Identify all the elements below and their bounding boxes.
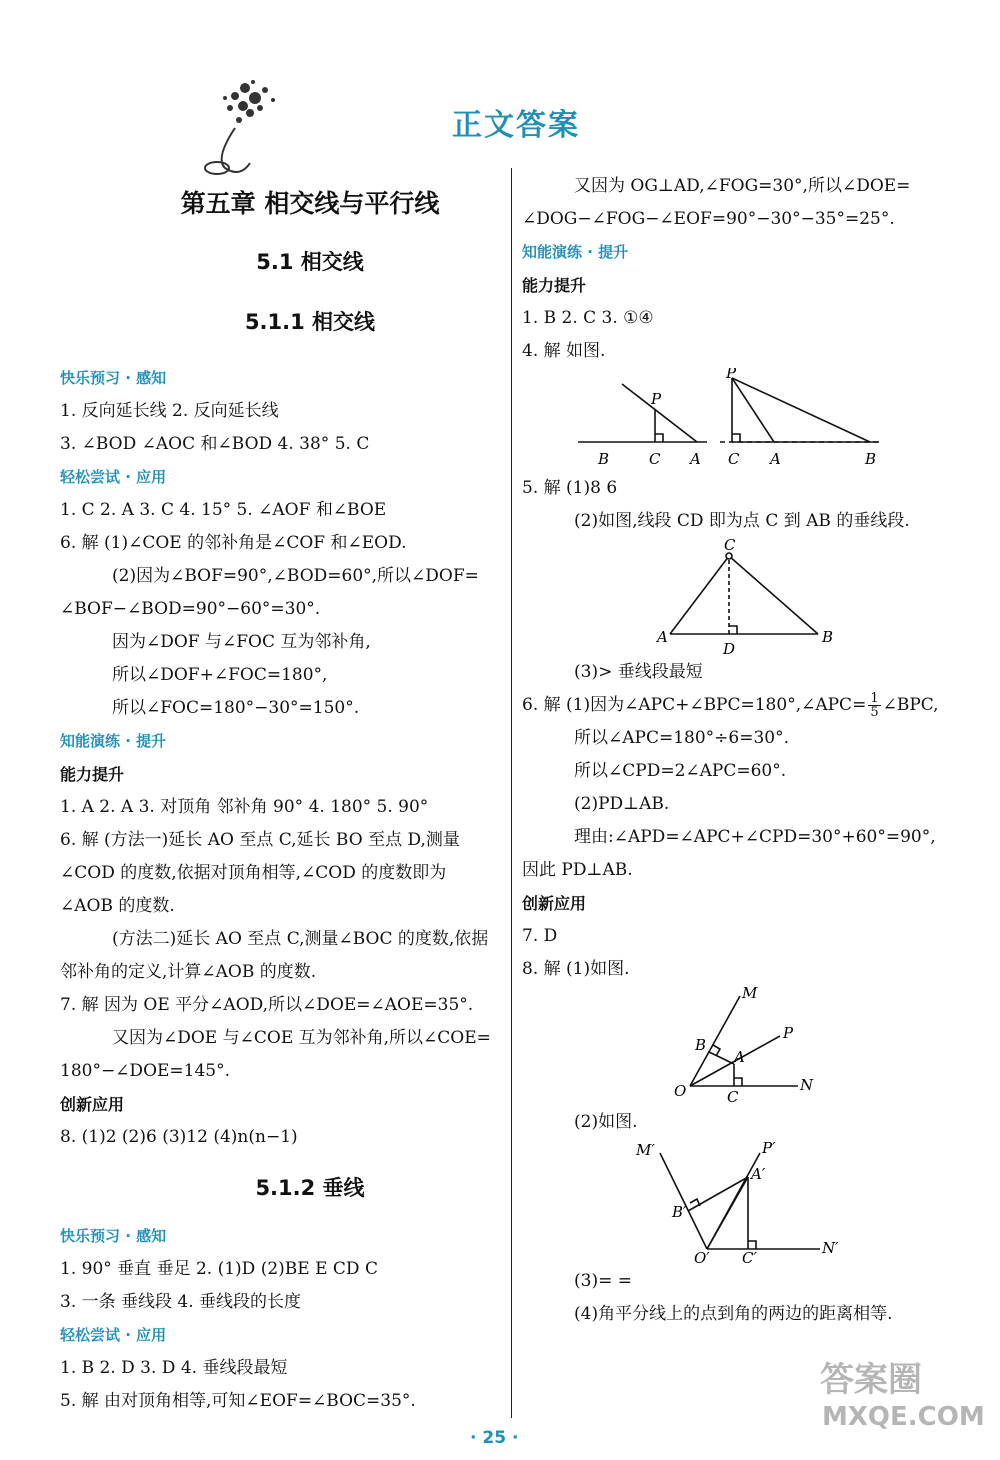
subsection-title: 5.1.1 相交线 (244, 310, 376, 334)
answer-line: (4)角平分线上的点到角的两边的距离相等. (574, 1304, 893, 1324)
fig4b-label-P: P (726, 368, 737, 382)
page-title: 正文答案 (452, 108, 580, 143)
fig8a-label-B: B (695, 1036, 707, 1054)
answer-line: ∠COD 的度数,依据对顶角相等,∠COD 的度数即为 (60, 863, 447, 883)
fig4a-right-angle (655, 434, 663, 442)
fig8b-label-N: N′ (822, 1239, 839, 1257)
section-label: 轻松尝试 · 应用 (60, 468, 167, 486)
answer-line: (3)> 垂线段最短 (574, 662, 703, 682)
fig5-label-B: B (822, 628, 834, 646)
answer-line (522, 689, 962, 722)
fig5-CA (670, 556, 729, 634)
subsection-label: 创新应用 (60, 1095, 125, 1114)
answer-line: 1. 反向延长线 2. 反向延长线 (60, 401, 279, 421)
fig8a-label-M: M (742, 986, 758, 1002)
answer-line: 因为∠DOF 与∠FOC 互为邻补角, (112, 632, 371, 652)
answer-line: (方法二)延长 AO 至点 C,测量∠BOC 的度数,依据 (112, 929, 489, 949)
fig4a-label-A: A (690, 450, 701, 468)
ink-splash-logo (195, 68, 305, 188)
answer-line: 180°−∠DOE=145°. (60, 1061, 231, 1081)
fig4a-label-P: P (651, 390, 662, 408)
answer-line: 8. (1)2 (2)6 (3)12 (4)n(n−1) (60, 1127, 298, 1147)
chapter-title: 第五章 相交线与平行线 (180, 189, 440, 218)
subsection-label: 能力提升 (522, 276, 587, 295)
fig5-label-D: D (723, 640, 736, 656)
fig4b-label-A: A (770, 450, 781, 468)
answer-line: 邻补角的定义,计算∠AOB 的度数. (60, 962, 317, 982)
answer-line: 1. C 2. A 3. C 4. 15° 5. ∠AOF 和∠BOE (60, 500, 387, 520)
section-label: 知能演练 · 提升 (60, 732, 167, 750)
answer-line: 1. B 2. D 3. D 4. 垂线段最短 (60, 1358, 288, 1378)
fig4b-right-angle (732, 434, 740, 442)
watermark-url: MXQE.COM (822, 1402, 985, 1432)
subsection-title: 5.1.2 垂线 (255, 1176, 365, 1200)
answer-line: (2)如图,线段 CD 即为点 C 到 AB 的垂线段. (574, 511, 910, 531)
fig8a-label-A: A (734, 1048, 745, 1066)
answer-line: 所以∠DOF+∠FOC=180°, (112, 665, 328, 685)
answer-line: 因此 PD⊥AB. (522, 860, 633, 880)
answer-line: 所以∠FOC=180°−30°=150°. (112, 698, 360, 718)
answer-line: 理由:∠APD=∠APC+∠CPD=30°+60°=90°, (574, 827, 936, 847)
fraction-numerator: 1 (870, 691, 879, 706)
fig4b-label-C: C (728, 450, 740, 468)
fig8b-right-angle-C (748, 1241, 756, 1249)
section-label: 轻松尝试 · 应用 (60, 1326, 167, 1344)
fraction-one-fifth (868, 692, 880, 719)
figure-q4 (522, 368, 962, 472)
answer-line: 8. 解 (1)如图. (522, 959, 630, 979)
left-column (60, 180, 500, 1418)
fig8b-label-B: B′ (672, 1203, 687, 1221)
answer-line: (2)因为∠BOF=90°,∠BOD=60°,所以∠DOF= (112, 566, 479, 586)
answer-line: 6. 解 (方法一)延长 AO 至点 C,延长 BO 至点 D,测量 (60, 830, 460, 850)
answer-line: ∠DOG−∠FOG−∠EOF=90°−30°−35°=25°. (522, 209, 895, 229)
answer-line: 1. B 2. C 3. ①④ (522, 308, 654, 328)
answer-line: 所以∠APC=180°÷6=30°. (574, 728, 789, 748)
fig8b-label-P: P′ (762, 1139, 776, 1157)
section-label: 知能演练 · 提升 (522, 243, 629, 261)
column-divider (511, 168, 512, 1418)
fig5-label-A: A (657, 628, 668, 646)
answer-line: ∠BOF−∠BOD=90°−60°=30°. (60, 599, 321, 619)
fig8a-label-N: N (800, 1076, 814, 1094)
fig4a-label-B: B (598, 450, 610, 468)
fraction-denominator: 5 (870, 705, 879, 720)
subsection-label: 创新应用 (522, 894, 587, 913)
q6-text-a: 6. 解 (1)因为∠APC+∠BPC=180°,∠APC= (522, 695, 867, 715)
section-title: 5.1 相交线 (256, 250, 364, 274)
fig8a-label-O: O (674, 1082, 687, 1100)
right-column (522, 170, 962, 1331)
page-number: · 25 · (470, 1428, 519, 1448)
q6-text-b: ∠BPC, (882, 695, 939, 715)
subsection-label: 能力提升 (60, 765, 125, 784)
answer-line: (2)如图. (574, 1112, 638, 1132)
fig8a-right-angle-C (734, 1078, 742, 1086)
answer-line: (2)PD⊥AB. (574, 794, 670, 814)
figure-q8-2 (522, 1139, 962, 1265)
answer-line: 4. 解 如图. (522, 341, 606, 361)
fig5-right-angle (729, 626, 737, 634)
answer-line: (3)= = (574, 1271, 632, 1291)
answer-line: 7. 解 因为 OE 平分∠AOD,所以∠DOE=∠AOE=35°. (60, 995, 474, 1015)
answer-line: 1. 90° 垂直 垂足 2. (1)D (2)BE E CD C (60, 1259, 378, 1279)
answer-line: 5. 解 由对顶角相等,可知∠EOF=∠BOC=35°. (60, 1391, 416, 1411)
answer-line: 5. 解 (1)8 6 (522, 478, 618, 498)
section-label: 快乐预习 · 感知 (60, 369, 167, 387)
answer-line: 1. A 2. A 3. 对顶角 邻补角 90° 4. 180° 5. 90° (60, 797, 429, 817)
fig8b-label-O: O′ (694, 1249, 710, 1265)
fig8b-OM (660, 1153, 707, 1249)
fig5-CB (729, 556, 818, 634)
answer-line: 所以∠CPD=2∠APC=60°. (574, 761, 787, 781)
answer-line: ∠AOB 的度数. (60, 896, 175, 916)
answer-line: 3. 一条 垂线段 4. 垂线段的长度 (60, 1292, 302, 1312)
answer-line: 又因为∠DOE 与∠COE 互为邻补角,所以∠COE= (112, 1028, 491, 1048)
fig8a-BA (709, 1052, 734, 1064)
figure-q5 (522, 538, 962, 656)
fig8b-label-M: M′ (636, 1141, 655, 1159)
figure-q8-1 (522, 986, 962, 1106)
answer-line: 7. D (522, 926, 558, 946)
answer-line: 3. ∠BOD ∠AOC 和∠BOD 4. 38° 5. C (60, 434, 370, 454)
fig8a-label-C: C (727, 1088, 739, 1106)
fig8b-label-A: A′ (751, 1165, 766, 1183)
fig5-label-C: C (724, 538, 736, 554)
fig4b-label-B: B (865, 450, 877, 468)
watermark-logo: 答案圈 (820, 1360, 922, 1400)
answer-line: 6. 解 (1)∠COE 的邻补角是∠COF 和∠EOD. (60, 533, 407, 553)
fig8b-label-C: C′ (742, 1249, 757, 1265)
section-label: 快乐预习 · 感知 (60, 1227, 167, 1245)
fig4a-label-C: C (649, 450, 661, 468)
answer-line: 又因为 OG⊥AD,∠FOG=30°,所以∠DOE= (574, 176, 911, 196)
fig8a-label-P: P (783, 1024, 794, 1042)
